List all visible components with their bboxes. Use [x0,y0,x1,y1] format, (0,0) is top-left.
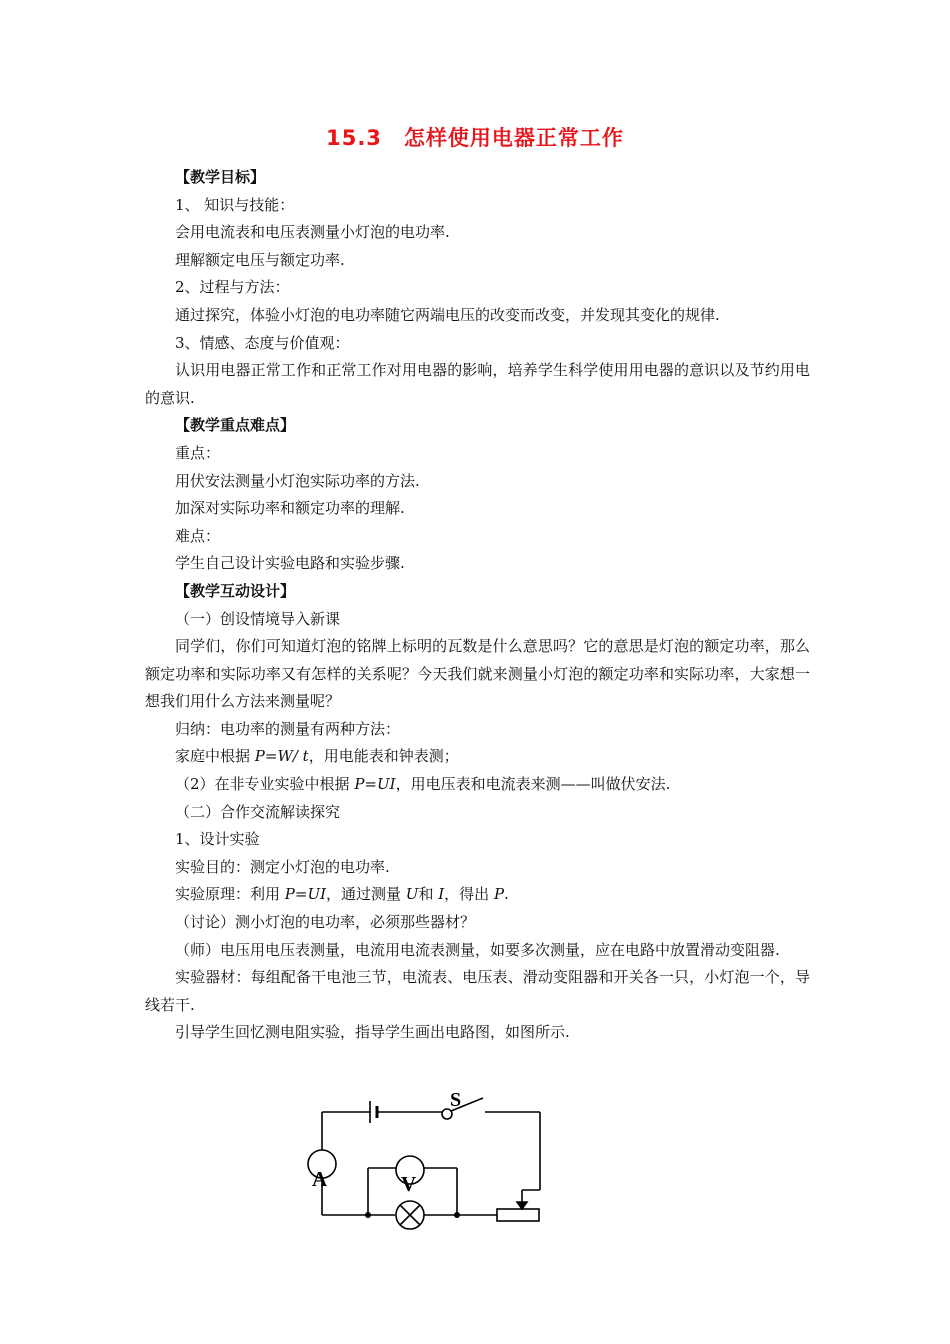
switch-label: S [450,1089,462,1111]
part1-title: （一）创设情境导入新课 [175,609,341,628]
method1-line [145,743,810,771]
equipment-paragraph: 实验器材：每组配备干电池三节，电流表、电压表、滑动变阻器和开关各一只，小灯泡一个，导线若干. [145,968,810,1014]
principle-text-a: 实验原理：利用 [175,885,285,904]
key-line1: 用伏安法测量小灯泡实际功率的方法. [175,471,420,490]
experiment-title: 1、设计实验 [175,830,260,849]
voltmeter-label: V [401,1172,417,1196]
method1-text-b: ，用电能表和钟表测； [308,747,459,766]
method2-text-b: ，用电压表和电流表来测——叫做伏安法. [395,775,671,794]
principle-p: P [493,885,505,904]
design-heading: 【教学互动设计】 [175,581,296,600]
discussion-line: （讨论）测小灯泡的电功率，必须那些器材？ [175,913,476,932]
ammeter-label: A [312,1167,328,1191]
goal3-title: 3、情感、态度与价值观： [175,333,350,352]
method2-line [145,771,810,799]
method2-formula: P=UI [354,775,396,794]
experiment-principle [145,881,810,909]
junction-right-icon [454,1212,460,1218]
goal2-line1: 通过探究，体验小灯泡的电功率随它两端电压的改变而改变，并发现其变化的规律. [175,305,720,324]
guide-line: 引导学生回忆测电阻实验，指导学生画出电路图，如图所示. [175,1023,570,1042]
method1-text-a: 家庭中根据 [175,747,255,766]
goal1-title: 1、 知识与技能： [175,195,295,214]
key-line2: 加深对实际功率和额定功率的理解. [175,499,405,518]
principle-i: I [438,885,445,904]
goal3-paragraph: 认识用电器正常工作和正常工作对用电器的影响，培养学生科学使用用电器的意识以及节约用电的意识. [145,361,810,407]
junction-left-icon [365,1212,371,1218]
principle-formula: P=UI [284,885,327,904]
principle-text-d: ，得出 [444,885,494,904]
rheostat-icon [497,1209,539,1221]
difficulty-label: 难点： [175,526,221,545]
goal1-line2: 理解额定电压与额定功率. [175,250,345,269]
difficulty-line1: 学生自己设计实验电路和实验步骤. [175,554,405,573]
experiment-goal: 实验目的：测定小灯泡的电功率. [175,857,390,876]
goals-heading: 【教学目标】 [175,168,266,186]
part1-paragraph: 同学们，你们可知道灯泡的铭牌上标明的瓦数是什么意思吗？它的意思是灯泡的额定功率，那么额定功率和实际功率又有怎样的关系呢？今天我们就来测量小灯泡的额定功率和实际功率，大家想一想我们用什么方法来测量呢？ [145,637,810,711]
part2-title: （二）合作交流解读探究 [175,802,341,821]
slider-arrow-icon [517,1202,527,1209]
goal1-line1: 会用电流表和电压表测量小灯泡的电功率. [175,223,450,242]
principle-text-e: . [504,885,509,904]
page-title: 15.3 怎样使用电器正常工作 [326,126,624,150]
method1-formula: P=W/ t [254,747,309,766]
principle-u: U [405,885,419,904]
summary-line: 归纳：电功率的测量有两种方法： [175,719,401,738]
key-label: 重点： [175,443,221,462]
teacher-paragraph: （师）电压用电压表测量，电流用电流表测量，如要多次测量，应在电路中放置滑动变阻器. [175,940,780,959]
key-heading: 【教学重点难点】 [175,416,296,435]
goal2-title: 2、过程与方法： [175,278,290,297]
document-body [145,164,810,1047]
circuit-diagram [300,1082,560,1242]
principle-text-b: ，通过测量 [326,885,406,904]
principle-text-c: 和 [418,885,439,904]
method2-text-a: （2）在非专业实验中根据 [175,775,355,794]
